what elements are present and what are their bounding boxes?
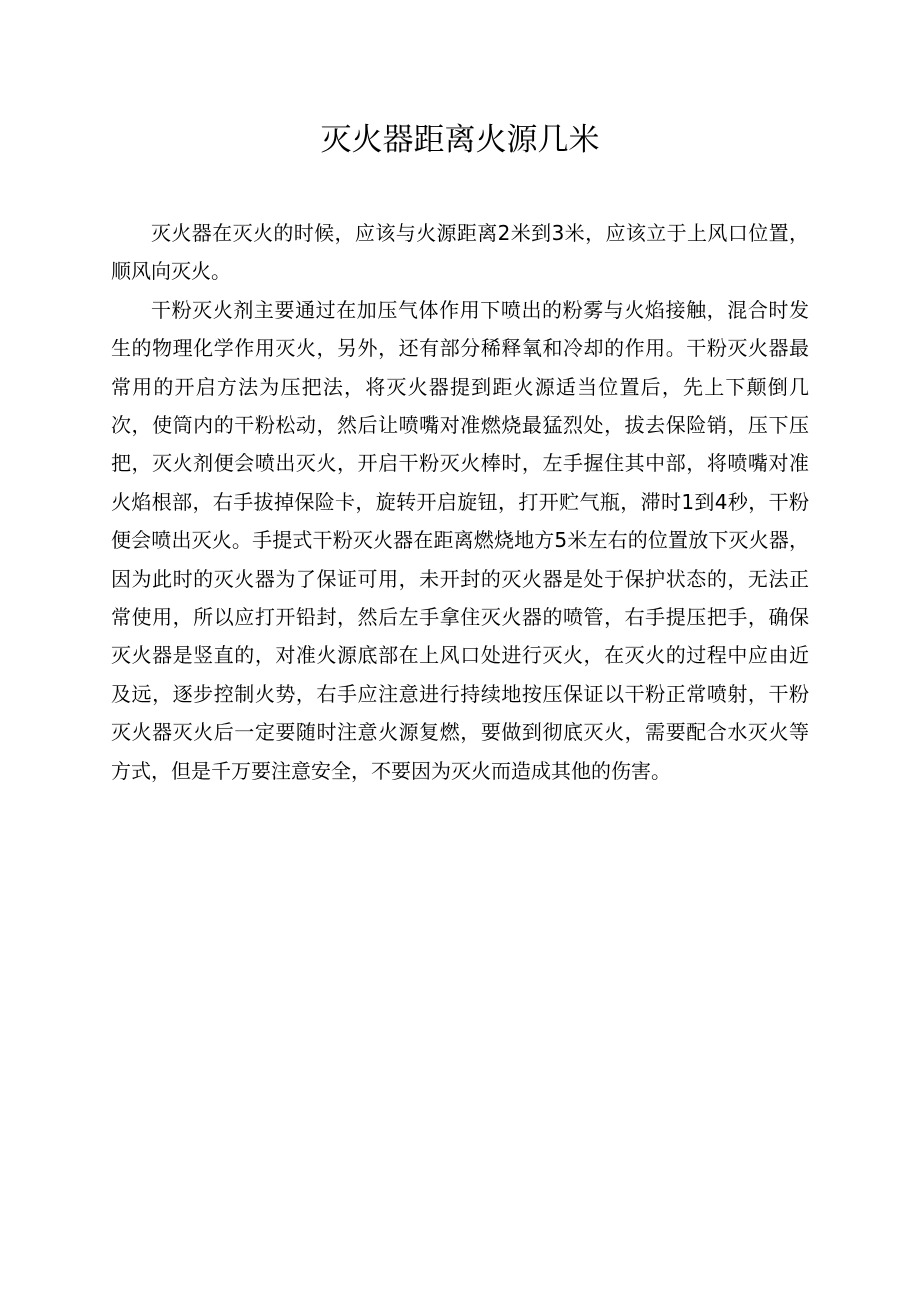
paragraph-usage: 干粉灭火剂主要通过在加压气体作用下喷出的粉雾与火焰接触，混合时发生的物理化学作用灭火，另外，还有部分稀释氧和冷却的作用。干粉灭火器最常用的开启方法为压把法，将灭火器提到距火源适当位置后，先上下颠倒几次，使筒内的干粉松动，然后让喷嘴对准燃烧最猛烈处，拔去保险销，压下压把，灭火剂便会喷出灭火，开启干粉灭火棒时，左手握住其中部，将喷嘴对准火焰根部，右手拔掉保险卡，旋转开启旋钮，打开贮气瓶，滞时1到4秒，干粉便会喷出灭火。手提式干粉灭火器在距离燃烧地方5米左右的位置放下灭火器，因为此时的灭火器为了保证可用，未开封的灭火器是处于保护状态的，无法正常使用，所以应打开铅封，然后左手拿住灭火器的喷管，右手提压把手，确保灭火器是竖直的，对准火源底部在上风口处进行灭火，在灭火的过程中应由近及远，逐步控制火势，右手应注意进行持续地按压保证以干粉正常喷射，干粉灭火器灭火后一定要随时注意火源复燃，要做到彻底灭火，需要配合水灭火等方式，但是千万要注意安全，不要因为灭火而造成其他的伤害。: [111, 297, 809, 783]
article-body: [111, 214, 809, 790]
paragraph-distance: 灭火器在灭火的时候，应该与火源距离2米到3米，应该立于上风口位置，顺风向灭火。: [111, 221, 809, 284]
page-title: 灭火器距离火源几米: [320, 122, 600, 158]
